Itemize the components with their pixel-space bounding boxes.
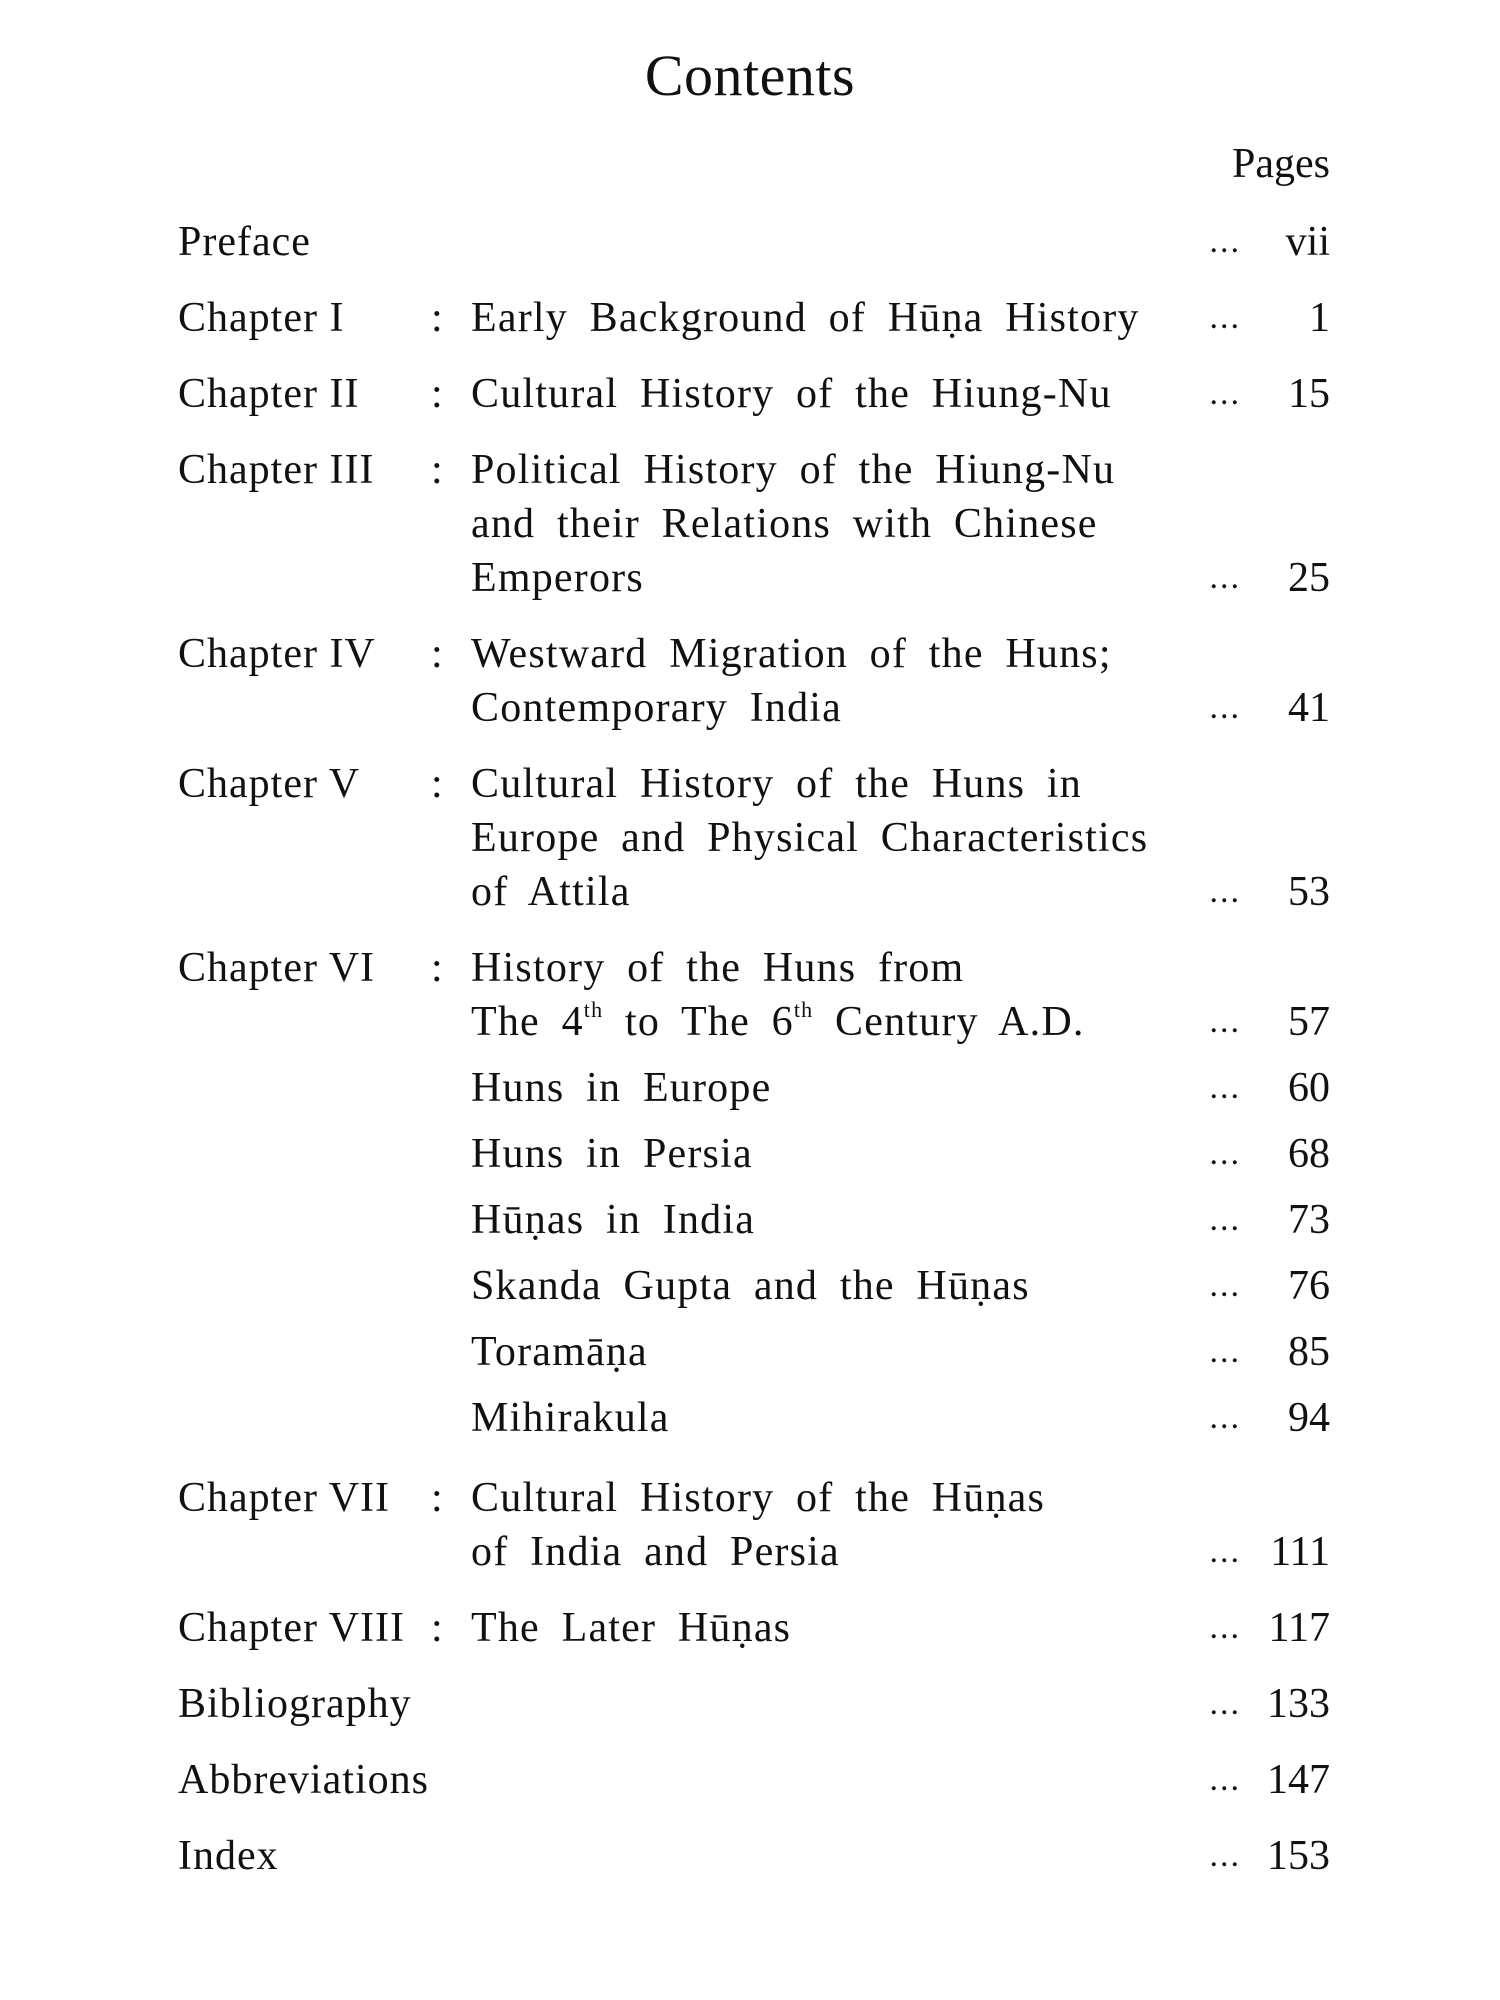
section-title: Huns in Europe <box>471 1065 772 1111</box>
page-number: 60 <box>1288 1065 1330 1111</box>
toc-label: Abbreviations <box>178 1757 429 1803</box>
colon: : <box>431 945 443 991</box>
page-title: Contents <box>644 43 856 108</box>
chapter-label: Chapter II <box>178 371 360 417</box>
table-of-contents <box>178 215 1330 1883</box>
toc-entry-index[interactable] <box>178 1829 1330 1883</box>
toc-subentry-huns-in-persia[interactable] <box>178 1127 1330 1181</box>
leader-dots: ... <box>1209 299 1241 336</box>
page-number: vii <box>1285 219 1330 265</box>
chapter-label: Chapter III <box>178 447 375 493</box>
toc-entry-chapter-3[interactable] <box>178 443 1330 605</box>
toc-entry-chapter-2[interactable] <box>178 367 1330 421</box>
section-title: Hūṇas in India <box>471 1197 756 1243</box>
leader-dots: ... <box>1209 1399 1241 1436</box>
toc-subentry-huns-in-europe[interactable] <box>178 1061 1330 1115</box>
page-number: 68 <box>1288 1131 1330 1177</box>
leader-dots: ... <box>1209 375 1241 412</box>
colon: : <box>431 295 443 341</box>
leader-dots: ... <box>1209 223 1241 260</box>
chapter-title: Cultural History of the Hiung-Nu <box>471 371 1112 417</box>
toc-subentry-toramana[interactable] <box>178 1325 1330 1379</box>
colon: : <box>431 631 443 677</box>
leader-dots: ... <box>1209 1609 1241 1646</box>
leader-dots: ... <box>1209 1267 1241 1304</box>
page-number: 85 <box>1288 1329 1330 1375</box>
colon: : <box>431 371 443 417</box>
page-number: 53 <box>1288 869 1330 915</box>
toc-entry-abbreviations[interactable] <box>178 1753 1330 1807</box>
section-title: Skanda Gupta and the Hūṇas <box>471 1263 1030 1309</box>
leader-dots: ... <box>1209 1069 1241 1106</box>
leader-dots: ... <box>1209 1837 1241 1874</box>
leader-dots: ... <box>1209 1761 1241 1798</box>
section-title: Toramāṇa <box>471 1329 648 1375</box>
page-number: 133 <box>1267 1681 1330 1727</box>
chapter-label: Chapter I <box>178 295 345 341</box>
page-number: 1 <box>1309 295 1330 341</box>
leader-dots: ... <box>1209 1201 1241 1238</box>
page-number: 15 <box>1288 371 1330 417</box>
page-number: 73 <box>1288 1197 1330 1243</box>
toc-subentry-skanda-gupta[interactable] <box>178 1259 1330 1313</box>
chapter-title: Early Background of Hūṇa History <box>471 295 1140 341</box>
chapter-title: The Later Hūṇas <box>471 1605 792 1651</box>
chapter-label: Chapter VII <box>178 1475 390 1521</box>
chapter-title: History of the Huns from The 4th to The 6th Century A.D. <box>471 941 1191 1049</box>
leader-dots: ... <box>1209 873 1241 910</box>
chapter-title-line-with-superscripts: The 4th to The 6th Century A.D. <box>471 997 1085 1045</box>
toc-label: Preface <box>178 219 311 265</box>
page-number: 147 <box>1267 1757 1330 1803</box>
colon: : <box>431 447 443 493</box>
colon: : <box>431 1605 443 1651</box>
toc-subentry-mihirakula[interactable] <box>178 1391 1330 1445</box>
section-title: Huns in Persia <box>471 1131 753 1177</box>
page-number: 76 <box>1288 1263 1330 1309</box>
chapter-title: Political History of the Hiung-Nu and their Relations with Chinese Emperors <box>471 447 1116 601</box>
toc-entry-chapter-1[interactable] <box>178 291 1330 345</box>
chapter-label: Chapter VI <box>178 945 376 991</box>
page-number: 25 <box>1288 555 1330 601</box>
toc-label: Index <box>178 1833 279 1879</box>
toc-entry-bibliography[interactable] <box>178 1677 1330 1731</box>
leader-dots: ... <box>1209 1135 1241 1172</box>
chapter-label: Chapter V <box>178 761 361 807</box>
page-number: 41 <box>1288 685 1330 731</box>
toc-entry-chapter-7[interactable] <box>178 1471 1330 1579</box>
chapter-title: Cultural History of the Huns in Europe and Physical Characteristics of Attila <box>471 761 1149 915</box>
leader-dots: ... <box>1209 689 1241 726</box>
chapter-title: Cultural History of the Hūṇas of India and Persia <box>471 1475 1046 1575</box>
page-number: 94 <box>1288 1395 1330 1441</box>
colon: : <box>431 761 443 807</box>
page-number: 111 <box>1270 1529 1330 1575</box>
toc-label: Bibliography <box>178 1681 412 1727</box>
leader-dots: ... <box>1209 1003 1241 1040</box>
section-title: Mihirakula <box>471 1395 670 1441</box>
toc-entry-chapter-4[interactable] <box>178 627 1330 735</box>
toc-entry-chapter-5[interactable] <box>178 757 1330 919</box>
colon: : <box>431 1475 443 1521</box>
toc-entry-chapter-6[interactable] <box>178 941 1330 1049</box>
leader-dots: ... <box>1209 1533 1241 1570</box>
leader-dots: ... <box>1209 1333 1241 1370</box>
chapter-label: Chapter VIII <box>178 1605 405 1651</box>
page-number: 153 <box>1267 1833 1330 1879</box>
toc-subentry-hunas-in-india[interactable] <box>178 1193 1330 1247</box>
leader-dots: ... <box>1209 559 1241 596</box>
chapter-title: Westward Migration of the Huns; Contemporary India <box>471 631 1112 731</box>
page-number: 57 <box>1288 999 1330 1045</box>
toc-entry-chapter-8[interactable] <box>178 1601 1330 1655</box>
page-number: 117 <box>1268 1605 1330 1651</box>
leader-dots: ... <box>1209 1685 1241 1722</box>
pages-column-header: Pages <box>1232 141 1330 187</box>
toc-entry-preface[interactable] <box>178 215 1330 269</box>
chapter-label: Chapter IV <box>178 631 376 677</box>
